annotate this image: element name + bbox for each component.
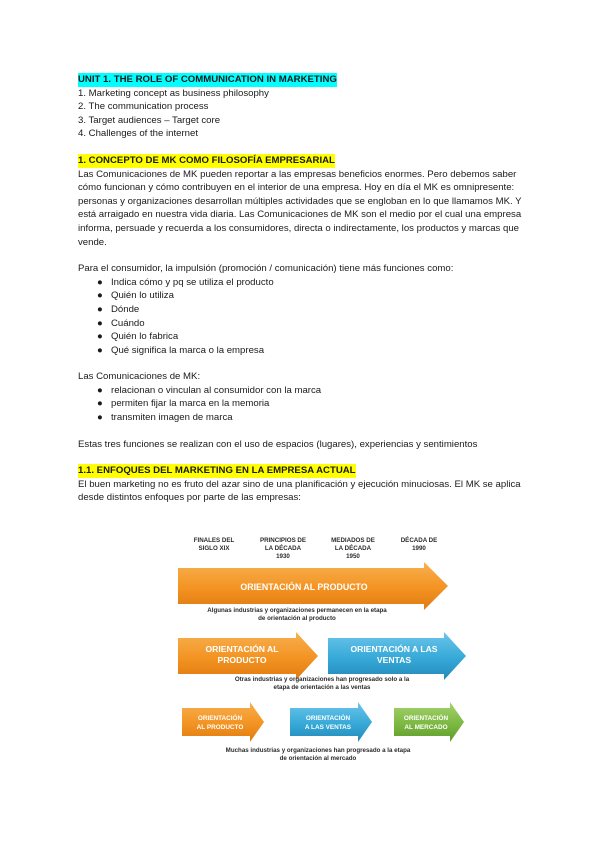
row3-arrow2-line2: A LAS VENTAS [304,724,352,731]
section11-heading: 1.1. ENFOQUES DEL MARKETING EN LA EMPRESA ACTUAL [78,465,356,477]
consumer-intro: Para el consumidor, la impulsión (promoción / comunicación) tiene más funciones como: [78,263,454,275]
period-4-line1: DÉCADA DE [400,537,438,544]
section1-paragraph: Las Comunicaciones de MK pueden reportar a las empresas beneficios enormes. Pero debemos saber cómo funcionan y cómo contribuyen en el interior de una empresa. Hoy en día el MK es omnipresente: personas y organizaciones desarrollan múltiples actividades que se engloban en lo que llamamos MK. Y está arraigado en nuestra vida diaria. Las Comunicaciones de MK son el medio por el cual una empresa informa, persuade y recuerda a los consumidores, directa o indirectamente, los productos y marcas que vende. [78,168,522,248]
list-item: ● Quién lo fabrica [97,331,179,343]
outline-item: 4. Challenges of the internet [78,128,199,140]
closing-paragraph: Estas tres funciones se realizan con el uso de espacios (lugares), experiencias y sentimientos [78,438,478,450]
outline-item: 1. Marketing concept as business philosophy [78,87,269,99]
period-4-line2: 1990 [412,545,426,552]
row1-caption-line1: Algunas industrias y organizaciones permanecen en la etapa [207,607,387,614]
list-item: ● Dónde [97,303,140,315]
unit-title: UNIT 1. THE ROLE OF COMMUNICATION IN MARKETING [78,74,337,85]
comms-functions-list [78,384,522,425]
comms-intro: Las Comunicaciones de MK: [78,371,201,383]
arrow-row1-label: ORIENTACIÓN AL PRODUCTO [240,582,368,592]
row2-arrow1-line1: ORIENTACIÓN AL [205,644,279,654]
bullet-icon: ● [97,412,103,424]
consumer-functions-list [78,276,522,358]
bullet-icon: ● [97,290,103,302]
bullet-icon: ● [97,317,103,329]
unit-outline [78,87,522,141]
list-item: ● Indica cómo y pq se utiliza el producto [97,276,274,288]
section1-heading: 1. CONCEPTO DE MK COMO FILOSOFÍA EMPRESARIAL [78,154,335,166]
row2-arrow1-line2: PRODUCTO [217,655,267,665]
list-item: ● transmiten imagen de marca [97,412,233,424]
period-3-line1: MEDIADOS DE [331,537,375,544]
list-item: ● Quién lo utiliza [97,290,174,302]
marketing-orientation-diagram [172,530,472,770]
period-1-line1: FINALES DEL [193,537,235,544]
row2-caption-line1: Otras industrias y organizaciones han progresado solo a la [234,676,410,683]
row2-arrow2-line2: VENTAS [376,655,412,665]
arrow-market-small [394,702,464,742]
row2-arrow2-line1: ORIENTACIÓN A LAS [350,644,438,654]
row3-caption-line2: de orientación al mercado [279,755,357,762]
list-item: ● Qué significa la marca o la empresa [97,344,265,356]
bullet-icon: ● [97,344,103,356]
row3-caption-line1: Muchas industrias y organizaciones han progresado a la etapa [225,747,411,754]
row3-arrow3-line1: ORIENTACIÓN [403,715,449,722]
list-item: ● relacionan o vinculan al consumidor con la marca [97,384,322,396]
bullet-icon: ● [97,384,103,396]
period-2-line2: LA DÉCADA [264,545,302,552]
arrow-sales-small [290,702,372,742]
row2-caption-line2: etapa de orientación a las ventas [273,684,371,691]
list-item: ● permiten fijar la marca en la memoria [97,398,270,410]
period-2-line1: PRINCIPIOS DE [259,537,307,544]
bullet-icon: ● [97,303,103,315]
document-content [78,73,522,505]
period-2-line3: 1930 [276,553,290,560]
outline-item: 2. The communication process [78,101,209,113]
section11-paragraph: El buen marketing no es fruto del azar sino de una planificación y ejecución minuciosas. El MK se aplica desde distintos enfoques por parte de las empresas: [78,478,521,504]
row1-caption-line2: de orientación al producto [258,615,336,622]
period-3-line3: 1950 [346,553,360,560]
outline-item: 3. Target audiences – Target core [78,114,221,126]
row3-arrow1-line1: ORIENTACIÓN [197,715,243,722]
arrow-product-small [182,702,264,742]
row3-arrow1-line2: AL PRODUCTO [196,724,244,731]
period-3-line2: LA DÉCADA [334,545,372,552]
row3-arrow2-line1: ORIENTACIÓN [305,715,351,722]
bullet-icon: ● [97,331,103,343]
period-1-line2: SIGLO XIX [198,545,230,552]
row3-arrow3-line2: AL MERCADO [404,724,448,731]
list-item: ● Cuándo [97,317,145,329]
bullet-icon: ● [97,398,103,410]
bullet-icon: ● [97,276,103,288]
